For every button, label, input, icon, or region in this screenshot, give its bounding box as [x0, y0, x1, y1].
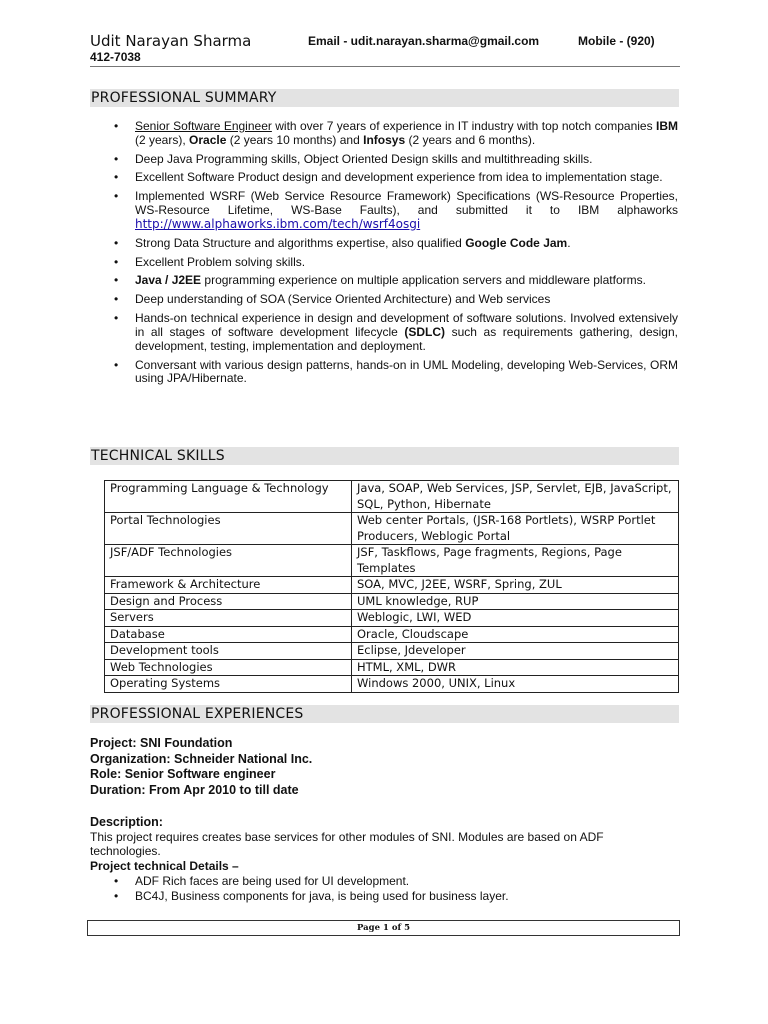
- skill-category: Portal Technologies: [105, 513, 352, 545]
- skill-category: Programming Language & Technology: [105, 481, 352, 513]
- skill-category: Development tools: [105, 643, 352, 660]
- page-number: Page 1 of 5: [356, 923, 411, 933]
- description-heading: Description:: [90, 815, 163, 829]
- skills-row: [105, 513, 679, 545]
- tech-detail-item: • BC4J, Business components for java, is being used for business layer.: [114, 889, 674, 904]
- skill-values: Windows 2000, UNIX, Linux: [352, 676, 679, 693]
- skill-values: JSF, Taskflows, Page fragments, Regions, Page Templates: [352, 545, 679, 577]
- mobile: Mobile - (920): [578, 34, 655, 48]
- summary-item: • Deep understanding of SOA (Service Oriented Architecture) and Web services: [114, 293, 678, 307]
- summary-item: • Java / J2EE programming experience on multiple application servers and middleware platforms.: [114, 274, 678, 288]
- skill-category: Design and Process: [105, 593, 352, 610]
- skill-values: HTML, XML, DWR: [352, 659, 679, 676]
- skill-category: Operating Systems: [105, 676, 352, 693]
- skills-row: [105, 659, 679, 676]
- skills-row: [105, 577, 679, 594]
- description-text: This project requires creates base services for other modules of SNI. Modules are based on ADF technologies.: [90, 830, 604, 858]
- skill-values: UML knowledge, RUP: [352, 593, 679, 610]
- candidate-name: Udit Narayan Sharma: [90, 32, 252, 50]
- skill-values: Web center Portals, (JSR-168 Portlets), WSRP Portlet Producers, Weblogic Portal: [352, 513, 679, 545]
- alphaworks-link[interactable]: http://www.alphaworks.ibm.com/tech/wsrf4osgi: [135, 216, 421, 231]
- summary-item: • Strong Data Structure and algorithms expertise, also qualified Google Code Jam.: [114, 237, 678, 251]
- skills-table: [104, 480, 679, 693]
- role: Role: Senior Software engineer: [90, 767, 276, 781]
- skill-category: Servers: [105, 610, 352, 627]
- summary-item: • Excellent Problem solving skills.: [114, 256, 678, 270]
- skills-row: [105, 676, 679, 693]
- skills-row: [105, 643, 679, 660]
- summary-item: • Deep Java Programming skills, Object Oriented Design skills and multithreading skills.: [114, 153, 678, 167]
- mobile-continued: 412-7038: [90, 50, 141, 64]
- skill-values: SOA, MVC, J2EE, WSRF, Spring, ZUL: [352, 577, 679, 594]
- skills-heading: TECHNICAL SKILLS: [91, 448, 225, 464]
- summary-heading-bar: [90, 89, 679, 107]
- skill-values: Java, SOAP, Web Services, JSP, Servlet, EJB, JavaScript, SQL, Python, Hibernate: [352, 481, 679, 513]
- experience-heading: PROFESSIONAL EXPERIENCES: [91, 706, 304, 722]
- tech-details-heading: Project technical Details –: [90, 859, 239, 873]
- skill-values: Oracle, Cloudscape: [352, 626, 679, 643]
- email: Email - udit.narayan.sharma@gmail.com: [308, 34, 540, 48]
- summary-item: • Senior Software Engineer with over 7 years of experience in IT industry with top notch companies IBM (2 years), Oracle (2 years 10 months) and Infosys (2 years and 6 months).: [114, 120, 678, 147]
- skill-category: JSF/ADF Technologies: [105, 545, 352, 577]
- summary-item: • Implemented WSRF (Web Service Resource Framework) Specifications (WS-Resource Properties, WS-Resource Lifetime, WS-Base Faults), and submitted it to IBM alphaworks http://www.alphaworks.ibm.com/tech/wsrf4osgi: [114, 190, 678, 231]
- experience-heading-bar: [90, 705, 679, 723]
- skills-row: [105, 545, 679, 577]
- skill-category: Web Technologies: [105, 659, 352, 676]
- organization: Organization: Schneider National Inc.: [90, 751, 313, 766]
- skills-heading-bar: [90, 447, 679, 465]
- project-name: Project: SNI Foundation: [90, 736, 233, 750]
- summary-item: • Conversant with various design patterns, hands-on in UML Modeling, developing Web-Services, ORM using JPA/Hibernate.: [114, 359, 678, 386]
- tech-detail-item: • ADF Rich faces are being used for UI development.: [114, 874, 674, 889]
- summary-list: [114, 120, 678, 391]
- skills-row: [105, 610, 679, 627]
- summary-item: • Excellent Software Product design and development experience from idea to implementation stage.: [114, 171, 678, 185]
- summary-item: • Hands-on technical experience in design and development of software solutions. Involved extensively in all stages of software development lifecycle (SDLC) such as requirements gathering, design, development, testing, implementation and deployment.: [114, 312, 678, 353]
- tech-details-list: [114, 874, 674, 904]
- resume-page: [90, 0, 680, 1024]
- skill-values: Weblogic, LWI, WED: [352, 610, 679, 627]
- skills-row: [105, 593, 679, 610]
- header: [90, 30, 680, 67]
- skill-category: Framework & Architecture: [105, 577, 352, 594]
- skills-row: [105, 626, 679, 643]
- skill-values: Eclipse, Jdeveloper: [352, 643, 679, 660]
- duration: Duration: From Apr 2010 to till date: [90, 782, 299, 797]
- project-block: [90, 736, 680, 798]
- skill-category: Database: [105, 626, 352, 643]
- page-footer: [87, 920, 680, 936]
- skills-row: [105, 481, 679, 513]
- summary-heading: PROFESSIONAL SUMMARY: [91, 90, 277, 106]
